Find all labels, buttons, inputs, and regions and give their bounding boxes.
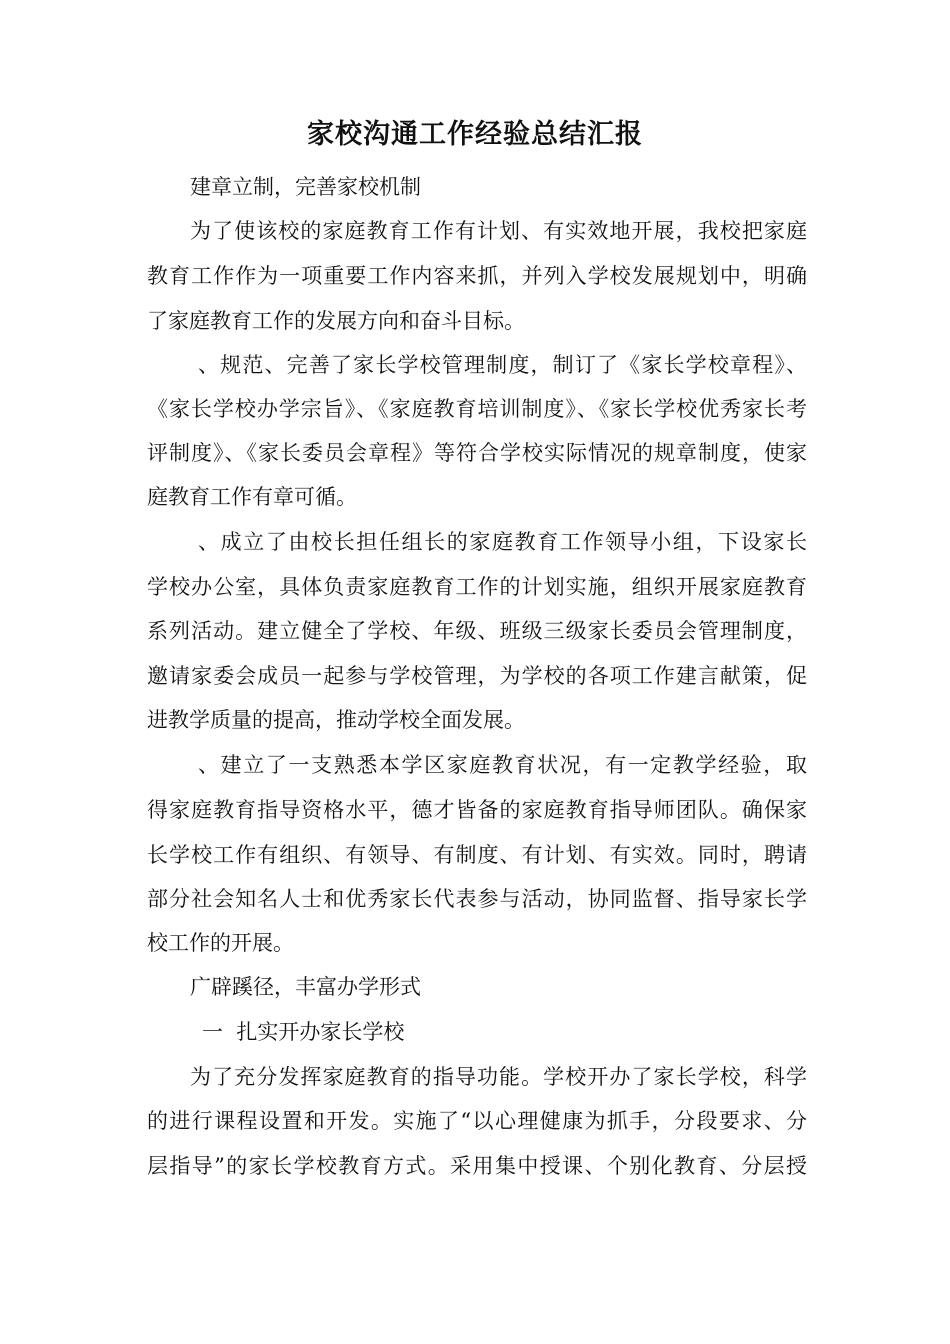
subsection-heading: 一 扎实开办家长学校 <box>202 1020 405 1044</box>
paragraph-line: 部分社会知名人士和优秀家长代表参与活动，协同监督、指导家长学 <box>147 887 807 911</box>
paragraph-line: 系列活动。建立健全了学校、年级、班级三级家长委员会管理制度， <box>147 619 807 643</box>
paragraph-line: 得家庭教育指导资格水平，德才皆备的家庭教育指导师团队。确保家 <box>147 798 807 822</box>
paragraph-line: 邀请家委会成员一起参与学校管理，为学校的各项工作建言献策，促 <box>147 664 807 688</box>
paragraph-line: 庭教育工作有章可循。 <box>147 485 357 509</box>
paragraph-line: 为了使该校的家庭教育工作有计划、有实效地开展，我校把家庭 <box>190 219 807 243</box>
paragraph-line: 的进行课程设置和开发。实施了“以心理健康为抓手，分段要求、分 <box>147 1109 807 1133</box>
document-title: 家校沟通工作经验总结汇报 <box>307 119 643 150</box>
paragraph-line: 教育工作作为一项重要工作内容来抓，并列入学校发展规划中，明确 <box>147 264 807 288</box>
paragraph-line: 长学校工作有组织、有领导、有制度、有计划、有实效。同时，聘请 <box>147 843 807 867</box>
paragraph-line: 了家庭教育工作的发展方向和奋斗目标。 <box>147 309 525 333</box>
paragraph-line: 校工作的开展。 <box>147 931 294 955</box>
paragraph-line: 进教学质量的提高，推动学校全面发展。 <box>147 708 525 732</box>
paragraph-line: 评制度》、《家长委员会章程》等符合学校实际情况的规章制度，使家 <box>147 441 807 465</box>
paragraph-line: 《家长学校办学宗旨》、《家庭教育培训制度》、《家长学校优秀家长考 <box>147 397 807 421</box>
section-heading: 建章立制，完善家校机制 <box>190 175 421 199</box>
section-heading: 广辟蹊径，丰富办学形式 <box>190 975 421 999</box>
paragraph-line: 层指导”的家长学校教育方式。采用集中授课、个别化教育、分层授 <box>147 1154 807 1178</box>
paragraph-line: 、成立了由校长担任组长的家庭教育工作领导小组，下设家长 <box>198 530 807 554</box>
paragraph-line: 、规范、完善了家长学校管理制度，制订了《家长学校章程》、 <box>198 353 807 377</box>
paragraph-line: 学校办公室，具体负责家庭教育工作的计划实施，组织开展家庭教育 <box>147 575 807 599</box>
paragraph-line: 、建立了一支熟悉本学区家庭教育状况，有一定教学经验，取 <box>198 753 807 777</box>
paragraph-line: 为了充分发挥家庭教育的指导功能。学校开办了家长学校，科学 <box>190 1065 807 1089</box>
